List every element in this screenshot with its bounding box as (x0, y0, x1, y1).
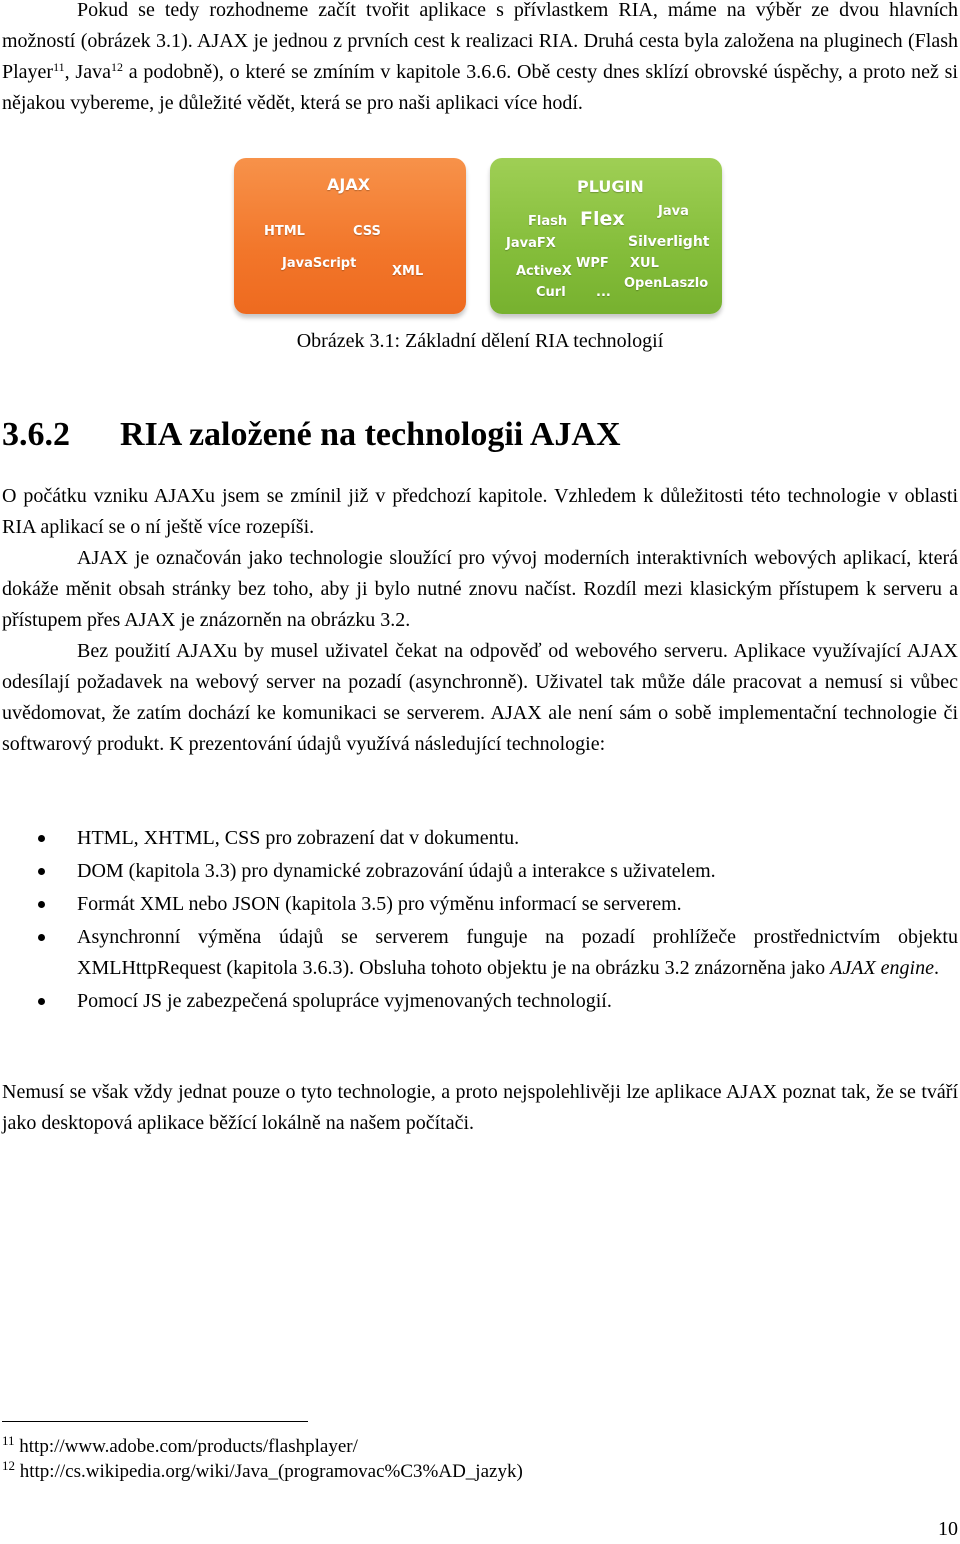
section-number: 3.6.2 (2, 416, 70, 453)
footnote-ref-11[interactable]: 11 (53, 60, 65, 74)
list-item-text: DOM (kapitola 3.3) pro dynamické zobrazování údajů a interakce s uživatelem. (77, 860, 716, 882)
plugin-item: XUL (630, 256, 659, 271)
plugin-item: Curl (536, 285, 566, 300)
ajax-item: CSS (353, 224, 381, 239)
footnote-divider (2, 1421, 308, 1422)
ajax-box-title: AJAX (327, 175, 371, 194)
plugin-item: ActiveX (516, 264, 572, 279)
footnote-number: 11 (2, 1433, 15, 1448)
list-item-text-end: . (934, 957, 939, 979)
list-item (2, 823, 958, 854)
list-item (2, 986, 958, 1017)
intro-text-1: Pokud se tedy rozhodneme začít tvořit aplikace s přívlastkem RIA, máme na výběr ze dvou hlavních možností (obrázek 3.1). AJAX je jednou z prvních cest k realizaci RIA. Druhá cesta byla založena na pluginech (Flash Player (2, 0, 958, 83)
ajax-item: XML (392, 264, 424, 279)
technology-list (2, 823, 958, 1019)
plugin-item: Silverlight (628, 234, 710, 250)
figure-caption: Obrázek 3.1: Základní dělení RIA technologií (296, 330, 664, 352)
footnotes (2, 1434, 523, 1484)
closing-text: Nemusí se však vždy jednat pouze o tyto technologie, a proto nejspolehlivěji lze aplikace AJAX poznat tak, že se tváří jako desktopová aplikace běžící lokálně na našem počítači. (2, 1081, 958, 1134)
plugin-box-title: PLUGIN (577, 177, 644, 196)
list-item-text: Pomocí JS je zabezpečená spolupráce vyjmenovaných technologií. (77, 990, 612, 1012)
footnote-link[interactable]: http://www.adobe.com/products/flashplayer/ (19, 1436, 358, 1457)
closing-paragraph (2, 1077, 958, 1139)
bullet-dot-icon (38, 868, 45, 875)
figure-ria-division (234, 158, 728, 320)
ajax-item: HTML (264, 224, 305, 239)
plugin-item: Java (658, 204, 689, 219)
footnote-12 (2, 1459, 523, 1484)
bullet-dot-icon (38, 901, 45, 908)
ajax-engine-term: AJAX engine (830, 957, 934, 979)
section-heading (2, 416, 621, 454)
footnote-11 (2, 1434, 523, 1459)
body-text (2, 481, 958, 760)
body-paragraph-1: O počátku vzniku AJAXu jsem se zmínil již v předchozí kapitole. Vzhledem k důležitosti této technologie v oblasti RIA aplikací se o ní ještě více rozepíši. (2, 485, 958, 538)
plugin-box (490, 158, 722, 314)
footnote-ref-12[interactable]: 12 (110, 60, 123, 74)
footnote-link[interactable]: http://cs.wikipedia.org/wiki/Java_(programovac%C3%AD_jazyk) (19, 1461, 523, 1482)
plugin-item: WPF (576, 256, 609, 271)
plugin-item: Flash (528, 214, 568, 229)
plugin-item: Flex (580, 208, 625, 230)
list-item-text: Formát XML nebo JSON (kapitola 3.5) pro výměnu informací se serverem. (77, 893, 682, 915)
intro-paragraph (2, 0, 958, 119)
list-item (2, 856, 958, 887)
plugin-item: OpenLaszlo (624, 276, 709, 291)
section-title: RIA založené na technologii AJAX (120, 416, 621, 453)
body-paragraph-2: AJAX je označován jako technologie sloužící pro vývoj moderních interaktivních webových aplikací, která dokáže měnit obsah stránky bez toho, aby ji bylo nutné znovu načíst. Rozdíl mezi klasickým přístupem k serveru a přístupem přes AJAX je znázorněn na obrázku 3.2. (2, 547, 958, 631)
bullet-dot-icon (38, 998, 45, 1005)
footnote-number: 12 (2, 1458, 15, 1473)
ajax-box (234, 158, 466, 314)
bullet-dot-icon (38, 934, 45, 941)
plugin-item: JavaFX (506, 236, 556, 251)
bullet-dot-icon (38, 835, 45, 842)
page-number: 10 (938, 1518, 958, 1540)
ajax-item: JavaScript (282, 256, 357, 271)
list-item (2, 922, 958, 984)
list-item-text: HTML, XHTML, CSS pro zobrazení dat v dokumentu. (77, 827, 520, 849)
intro-text-3: a podobně), o které se zmíním v kapitole 3.6.6. Obě cesty dnes sklízí obrovské úspěchy, a proto než si nějakou vybereme, je důležité vědět, která se pro naši aplikaci více hodí. (2, 61, 958, 114)
intro-text-2: , Java (64, 61, 111, 83)
plugin-item: ... (596, 285, 611, 300)
body-paragraph-3: Bez použití AJAXu by musel uživatel čekat na odpověď od webového serveru. Aplikace využívající AJAX odesílají požadavek na webový server na pozadí (asynchronně). Uživatel tak může dále pracovat a nemusí si vůbec uvědomovat, že zatím dochází ke komunikaci se serverem. AJAX ale není sám o sobě implementační technologie či softwarový produkt. K prezentování údajů využívá následující technologie: (2, 640, 958, 755)
list-item-text: Asynchronní výměna údajů se serverem funguje na pozadí prohlížeče prostřednictvím objektu XMLHttpRequest (kapitola 3.6.3). Obsluha tohoto objektu je na obrázku 3.2 znázorněna jako (77, 926, 958, 979)
list-item (2, 889, 958, 920)
